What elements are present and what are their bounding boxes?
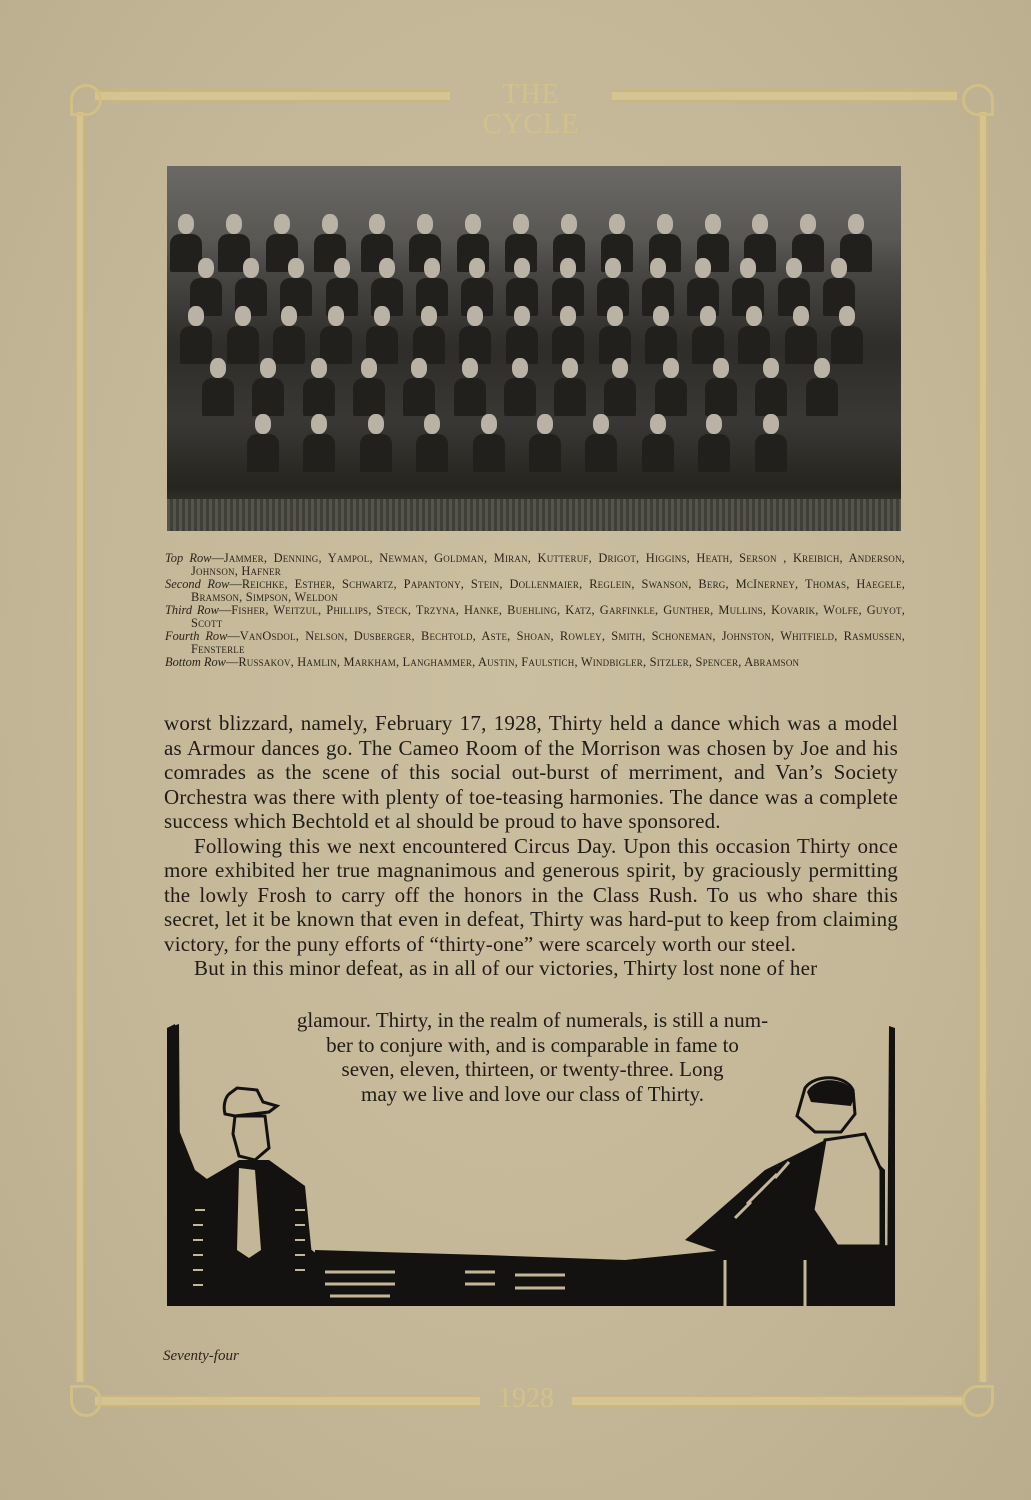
- photo-person: [534, 414, 556, 472]
- caption-row: [165, 656, 905, 669]
- tapered-line: glamour. Thirty, in the realm of numerals, is still a num-: [296, 1008, 769, 1032]
- photo-person: [743, 306, 765, 364]
- caption-row-label: Third Row: [165, 603, 219, 617]
- photo-person-head: [839, 306, 855, 326]
- photo-person: [836, 306, 858, 364]
- border-right-rule: [978, 112, 988, 1382]
- photo-person-head: [650, 258, 666, 278]
- photo-person: [647, 414, 669, 472]
- photo-person: [308, 358, 330, 416]
- photo-person-head: [609, 214, 625, 234]
- photo-person: [650, 306, 672, 364]
- border-top-left-rule: [95, 90, 450, 102]
- caption-row: [165, 630, 905, 656]
- body-paragraph: worst blizzard, namely, February 17, 1928, Thirty held a dance which was a model as Armour dances go. The Cameo Room of the Morrison was chosen by Joe and his comrades as the scene of this social out-burst of merriment, and Van’s Society Orchestra was there with plenty of toe-teasing harmonies. The dance was a complete success which Bechtold et al should be proud to have sponsored.: [164, 711, 898, 833]
- photo-person: [760, 414, 782, 472]
- photo-person-head: [650, 414, 666, 434]
- photo-person-head: [700, 306, 716, 326]
- class-group-photo: [167, 166, 901, 531]
- caption-row-label: Second Row: [165, 577, 230, 591]
- caption-row-names: VanOsdol, Nelson, Dusberger, Bechtold, Aste, Shoan, Rowley, Smith, Schoneman, Johnston, Whitfield, Rasmussen, Fensterle: [191, 629, 906, 656]
- photo-person-head: [465, 214, 481, 234]
- photo-person-head: [226, 214, 242, 234]
- photo-person-head: [740, 258, 756, 278]
- photo-person-head: [763, 414, 779, 434]
- body-paragraph: But in this minor defeat, as in all of our victories, Thirty lost none of her: [194, 956, 818, 980]
- photo-person: [252, 414, 274, 472]
- photo-person: [207, 358, 229, 416]
- photo-person: [232, 306, 254, 364]
- photo-grass: [167, 499, 901, 531]
- photo-person: [703, 414, 725, 472]
- photo-person-head: [814, 358, 830, 378]
- photo-person-head: [560, 258, 576, 278]
- photo-person-body: [360, 434, 392, 472]
- photo-person-head: [260, 358, 276, 378]
- photo-person-head: [462, 358, 478, 378]
- photo-person: [559, 358, 581, 416]
- photo-person: [609, 358, 631, 416]
- border-corner-ornament: [962, 1385, 994, 1417]
- border-corner-ornament: [962, 84, 994, 116]
- caption-row: [165, 552, 905, 578]
- photo-person-head: [243, 258, 259, 278]
- photo-person-head: [607, 306, 623, 326]
- photo-person-body: [755, 378, 787, 416]
- photo-person-head: [424, 414, 440, 434]
- photo-person-head: [786, 258, 802, 278]
- photo-person-body: [806, 378, 838, 416]
- photo-person-head: [657, 214, 673, 234]
- photo-person-head: [369, 214, 385, 234]
- photo-person-head: [695, 258, 711, 278]
- photo-person: [175, 214, 197, 272]
- photo-person-head: [274, 214, 290, 234]
- photo-person-head: [848, 214, 864, 234]
- tapered-line: ber to conjure with, and is comparable in fame to: [326, 1032, 739, 1057]
- caption-dash: —: [229, 577, 242, 591]
- tapered-line: seven, eleven, thirteen, or twenty-three. Long: [341, 1057, 724, 1081]
- photo-person: [371, 306, 393, 364]
- photo-person: [760, 358, 782, 416]
- photo-person-head: [188, 306, 204, 326]
- photo-person-body: [831, 326, 863, 364]
- photo-person: [257, 358, 279, 416]
- caption-row-names: Russakov, Hamlin, Markham, Langhammer, Austin, Faulstich, Windbigler, Sitzler, Spencer, Abramson: [238, 655, 800, 669]
- photo-person-body: [247, 434, 279, 472]
- photo-person: [660, 358, 682, 416]
- page-number: Seventy-four: [163, 1348, 239, 1364]
- tapered-closing-text: [160, 1008, 905, 1106]
- caption-row-label: Bottom Row: [165, 655, 226, 669]
- running-header-title: THE CYCLE: [482, 79, 580, 140]
- border-corner-ornament: [70, 1385, 102, 1417]
- photo-person: [459, 358, 481, 416]
- photo-person-body: [585, 434, 617, 472]
- photo-person-head: [746, 306, 762, 326]
- photo-person-body: [202, 378, 234, 416]
- photo-person-head: [560, 306, 576, 326]
- photo-person-head: [328, 306, 344, 326]
- tapered-line: may we live and love our class of Thirty.: [361, 1081, 704, 1106]
- photo-person-head: [255, 414, 271, 434]
- body-text: [164, 711, 898, 981]
- photo-person-body: [252, 378, 284, 416]
- photo-person-head: [605, 258, 621, 278]
- photo-person-head: [512, 358, 528, 378]
- photo-person-head: [198, 258, 214, 278]
- photo-person: [421, 414, 443, 472]
- photo-person: [325, 306, 347, 364]
- photo-person: [308, 414, 330, 472]
- photo-person: [478, 414, 500, 472]
- photo-person-head: [793, 306, 809, 326]
- photo-person-head: [763, 358, 779, 378]
- photo-person-body: [303, 434, 335, 472]
- photo-person-head: [322, 214, 338, 234]
- photo-person-body: [454, 378, 486, 416]
- photo-person: [590, 414, 612, 472]
- photo-person-head: [374, 306, 390, 326]
- body-paragraph: Following this we next encountered Circus Day. Upon this occasion Thirty once more exhibited her true magnanimous and generous spirit, by graciously permitting the lowly Frosh to carry off the honors in the Class Rush. To us who share this secret, let it be known that even in defeat, Thirty was hard-put to keep from claiming victory, for the puny efforts of “thirty-one” were scarcely worth our steel.: [164, 833, 898, 956]
- photo-person-head: [368, 414, 384, 434]
- photo-person-head: [713, 358, 729, 378]
- photo-person-head: [800, 214, 816, 234]
- photo-person-head: [481, 414, 497, 434]
- caption-dash: —: [227, 629, 240, 643]
- photo-person: [278, 306, 300, 364]
- photo-person: [710, 358, 732, 416]
- photo-person-head: [705, 214, 721, 234]
- photo-person: [358, 358, 380, 416]
- photo-person: [557, 306, 579, 364]
- photo-person-body: [403, 378, 435, 416]
- photo-person: [811, 358, 833, 416]
- photo-person-head: [288, 258, 304, 278]
- photo-person-body: [473, 434, 505, 472]
- caption-row-names: Reichke, Esther, Schwartz, Papantony, Stein, Dollenmaier, Reglein, Swanson, Berg, McInerney, Thomas, Haegele, Bramson, Simpson, Weldon: [191, 577, 905, 604]
- photo-person-head: [421, 306, 437, 326]
- photo-person-head: [752, 214, 768, 234]
- photo-person: [511, 306, 533, 364]
- photo-person-head: [311, 414, 327, 434]
- photo-person: [464, 306, 486, 364]
- caption-row-label: Fourth Row: [165, 629, 228, 643]
- photo-person-head: [537, 414, 553, 434]
- photo-person: [509, 358, 531, 416]
- border-top-right-rule: [612, 90, 957, 102]
- caption-dash: —: [225, 655, 239, 669]
- photo-person-body: [554, 378, 586, 416]
- photo-person-body: [705, 378, 737, 416]
- photo-person-body: [604, 378, 636, 416]
- photo-person-head: [561, 214, 577, 234]
- photo-person-head: [411, 358, 427, 378]
- photo-person-body: [504, 378, 536, 416]
- photo-person-body: [755, 434, 787, 472]
- photo-person-head: [612, 358, 628, 378]
- photo-person-head: [311, 358, 327, 378]
- woodcut-left-face: [233, 1116, 269, 1160]
- photo-person-head: [281, 306, 297, 326]
- photo-person-head: [424, 258, 440, 278]
- photo-person-head: [513, 214, 529, 234]
- photo-person-head: [593, 414, 609, 434]
- photo-person-head: [235, 306, 251, 326]
- photo-person: [790, 306, 812, 364]
- photo-person-body: [655, 378, 687, 416]
- photo-person-body: [227, 326, 259, 364]
- photo-person-head: [361, 358, 377, 378]
- photo-person-body: [353, 378, 385, 416]
- photo-person-head: [562, 358, 578, 378]
- caption-dash: —: [218, 603, 232, 617]
- photo-person: [604, 306, 626, 364]
- photo-person-head: [379, 258, 395, 278]
- photo-person-head: [663, 358, 679, 378]
- photo-person: [408, 358, 430, 416]
- photo-person-head: [469, 258, 485, 278]
- caption-row-names: Fisher, Weitzul, Phillips, Steck, Trzyna, Hanke, Buehling, Katz, Garfinkle, Gunther, Mullins, Kovarik, Wolfe, Guyot, Scott: [191, 603, 906, 630]
- caption-dash: —: [211, 551, 224, 565]
- photo-person: [365, 414, 387, 472]
- photo-person-body: [529, 434, 561, 472]
- photo-person: [418, 306, 440, 364]
- caption-row-label: Top Row: [165, 551, 212, 565]
- photo-person-head: [514, 306, 530, 326]
- photo-person-head: [210, 358, 226, 378]
- photo-person-head: [706, 414, 722, 434]
- photo-person-head: [467, 306, 483, 326]
- photo-person: [185, 306, 207, 364]
- photo-person-head: [653, 306, 669, 326]
- caption-row: [165, 578, 905, 604]
- photo-person-body: [303, 378, 335, 416]
- photo-person-body: [416, 434, 448, 472]
- photo-person: [697, 306, 719, 364]
- photo-person-head: [178, 214, 194, 234]
- photo-person-head: [334, 258, 350, 278]
- photo-person-body: [698, 434, 730, 472]
- border-bottom-right-rule: [572, 1395, 962, 1407]
- caption-row: [165, 604, 905, 630]
- photo-person-head: [417, 214, 433, 234]
- woodcut-ground: [315, 1245, 895, 1306]
- photo-person-head: [831, 258, 847, 278]
- photo-person-head: [514, 258, 530, 278]
- border-corner-ornament: [70, 84, 102, 116]
- photo-caption: [165, 552, 905, 669]
- border-bottom-left-rule: [95, 1395, 480, 1407]
- caption-row-names: Jammer, Denning, Yampol, Newman, Goldman, Miran, Kutteruf, Drigot, Higgins, Heath, Serson , Kreibich, Anderson, Johnson, Hafner: [191, 551, 905, 578]
- border-left-rule: [75, 112, 85, 1382]
- photo-person-body: [642, 434, 674, 472]
- running-footer-year: 1928: [498, 1383, 554, 1414]
